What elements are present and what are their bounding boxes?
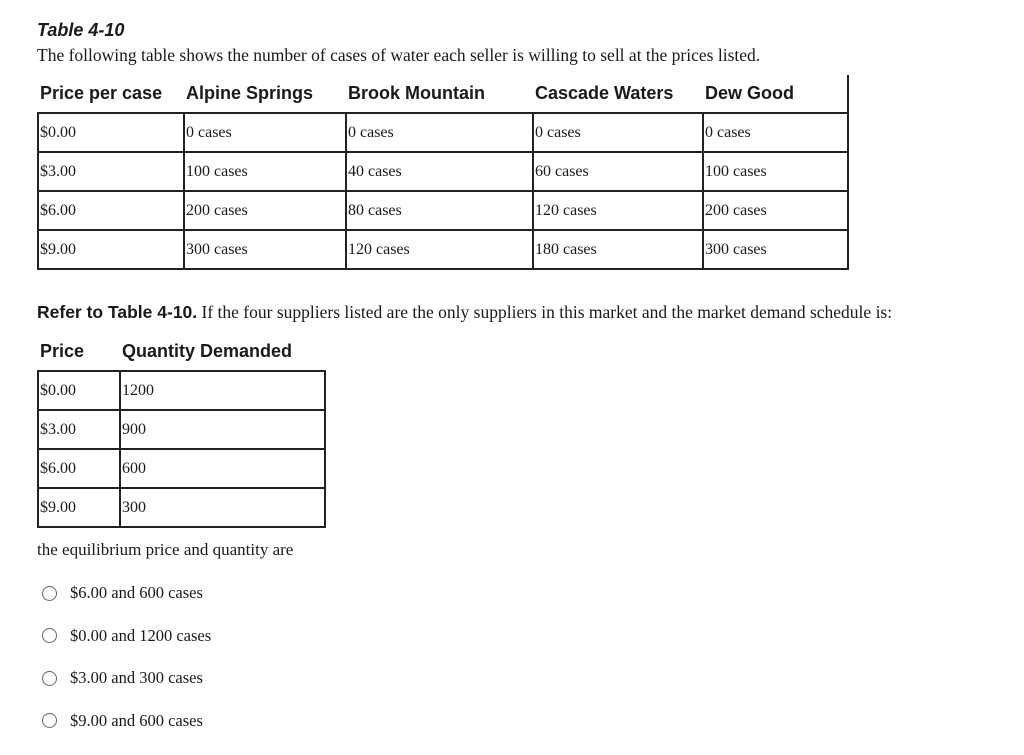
option-label[interactable]: $6.00 and 600 cases	[70, 583, 203, 603]
radio-button[interactable]	[42, 713, 57, 728]
table-row	[38, 449, 325, 488]
header-cascade-waters: Cascade Waters	[533, 75, 703, 113]
table-cell: 60 cases	[533, 152, 703, 191]
table-row	[38, 488, 325, 527]
answer-options	[42, 572, 211, 742]
demand-table	[37, 333, 326, 528]
supply-header-row	[38, 75, 848, 113]
table-cell: $6.00	[38, 449, 120, 488]
radio-button[interactable]	[42, 671, 57, 686]
table-cell: 120 cases	[533, 191, 703, 230]
answer-option[interactable]	[42, 657, 211, 700]
demand-header-row	[38, 333, 325, 371]
header-dew-good: Dew Good	[703, 75, 848, 113]
question-text	[37, 302, 892, 323]
table-cell: 300 cases	[184, 230, 346, 269]
table-row	[38, 410, 325, 449]
table-cell: 80 cases	[346, 191, 533, 230]
table-cell: 180 cases	[533, 230, 703, 269]
table-cell: 300	[120, 488, 325, 527]
table-cell: 1200	[120, 371, 325, 410]
table-row	[38, 191, 848, 230]
table-row	[38, 371, 325, 410]
header-price-per-case: Price per case	[38, 75, 184, 113]
table-cell: 0 cases	[533, 113, 703, 152]
table-cell: $3.00	[38, 410, 120, 449]
answer-option[interactable]	[42, 572, 211, 615]
table-cell: 300 cases	[703, 230, 848, 269]
table-row	[38, 113, 848, 152]
header-alpine-springs: Alpine Springs	[184, 75, 346, 113]
radio-button[interactable]	[42, 586, 57, 601]
table-row	[38, 152, 848, 191]
table-cell: 100 cases	[703, 152, 848, 191]
table-cell: 600	[120, 449, 325, 488]
intro-text: The following table shows the number of cases of water each seller is willing to sell at the prices listed.	[37, 45, 761, 65]
table-cell: $3.00	[38, 152, 184, 191]
answer-option[interactable]	[42, 700, 211, 743]
table-cell: 0 cases	[703, 113, 848, 152]
table-cell: 100 cases	[184, 152, 346, 191]
table-cell: 200 cases	[703, 191, 848, 230]
table-cell: 0 cases	[184, 113, 346, 152]
table-cell: 120 cases	[346, 230, 533, 269]
table-row	[38, 230, 848, 269]
table-cell: 900	[120, 410, 325, 449]
radio-button[interactable]	[42, 628, 57, 643]
table-cell: 0 cases	[346, 113, 533, 152]
answer-prompt: the equilibrium price and quantity are	[37, 540, 294, 559]
table-cell: $9.00	[38, 230, 184, 269]
option-label[interactable]: $3.00 and 300 cases	[70, 668, 203, 688]
option-label[interactable]: $9.00 and 600 cases	[70, 710, 203, 730]
header-quantity-demanded: Quantity Demanded	[120, 333, 325, 371]
option-label[interactable]: $0.00 and 1200 cases	[70, 625, 212, 645]
table-cell: $9.00	[38, 488, 120, 527]
table-cell: $0.00	[38, 371, 120, 410]
table-reference: Refer to Table 4-10.	[37, 302, 198, 322]
header-price: Price	[38, 333, 120, 371]
header-brook-mountain: Brook Mountain	[346, 75, 533, 113]
table-cell: 200 cases	[184, 191, 346, 230]
answer-option[interactable]	[42, 615, 211, 658]
table-cell: $6.00	[38, 191, 184, 230]
table-title: Table 4-10	[37, 20, 125, 40]
table-cell: $0.00	[38, 113, 184, 152]
question-body: If the four suppliers listed are the only suppliers in this market and the market demand schedule is:	[197, 302, 893, 322]
table-cell: 40 cases	[346, 152, 533, 191]
supply-table	[37, 75, 849, 270]
